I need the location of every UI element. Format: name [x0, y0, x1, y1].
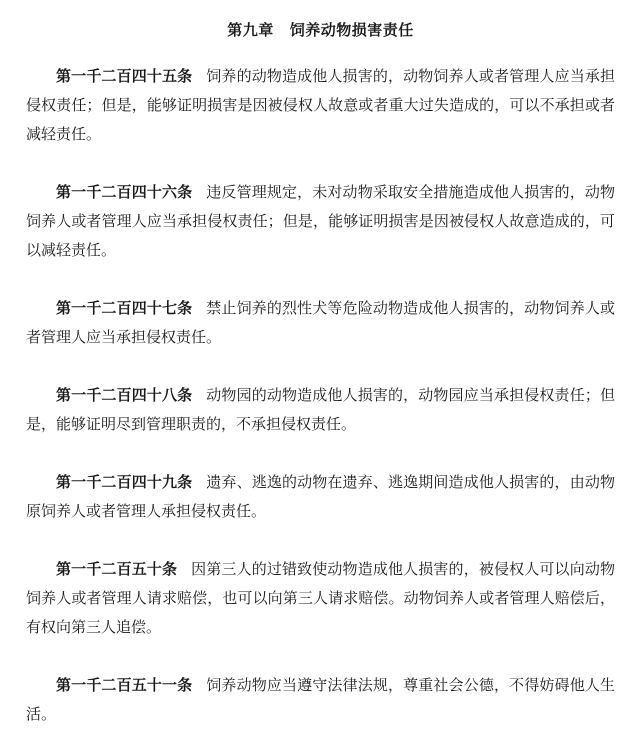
article-1246 — [26, 178, 615, 265]
chapter-title — [26, 20, 615, 40]
chapter-name: 饲养动物损害责任 — [289, 21, 414, 39]
article-text: 违反管理规定，未对动物采取安全措施造成他人损害的，动物饲养人或者管理人应当承担侵权责任；但是，能够证明损害是因被侵权人故意造成的，可以减轻责任。 — [26, 183, 615, 259]
article-number: 第一千二百五十一条 — [56, 676, 193, 694]
article-text: 动物园的动物造成他人损害的，动物园应当承担侵权责任；但是，能够证明尽到管理职责的，不承担侵权责任。 — [26, 386, 615, 433]
article-text: 饲养动物应当遵守法律法规，尊重社会公德，不得妨碍他人生活。 — [26, 676, 615, 723]
chapter-number: 第九章 — [227, 21, 274, 39]
article-number: 第一千二百四十五条 — [56, 67, 193, 85]
article-1248 — [26, 381, 615, 439]
article-number: 第一千二百五十条 — [56, 560, 178, 578]
article-number: 第一千二百四十八条 — [56, 386, 193, 404]
article-1249 — [26, 468, 615, 526]
article-text: 饲养的动物造成他人损害的，动物饲养人或者管理人应当承担侵权责任；但是，能够证明损害是因被侵权人故意或者重大过失造成的，可以不承担或者减轻责任。 — [26, 67, 615, 143]
article-number: 第一千二百四十六条 — [56, 183, 193, 201]
article-number: 第一千二百四十七条 — [56, 299, 193, 317]
article-1250 — [26, 555, 615, 642]
article-1245 — [26, 62, 615, 149]
article-text: 遗弃、逃逸的动物在遗弃、逃逸期间造成他人损害的，由动物原饲养人或者管理人承担侵权责任。 — [26, 473, 615, 520]
article-text: 禁止饲养的烈性犬等危险动物造成他人损害的，动物饲养人或者管理人应当承担侵权责任。 — [26, 299, 615, 346]
article-text: 因第三人的过错致使动物造成他人损害的，被侵权人可以向动物饲养人或者管理人请求赔偿，也可以向第三人请求赔偿。动物饲养人或者管理人赔偿后，有权向第三人追偿。 — [26, 560, 615, 636]
article-1247 — [26, 294, 615, 352]
article-1251 — [26, 671, 615, 729]
article-number: 第一千二百四十九条 — [56, 473, 193, 491]
